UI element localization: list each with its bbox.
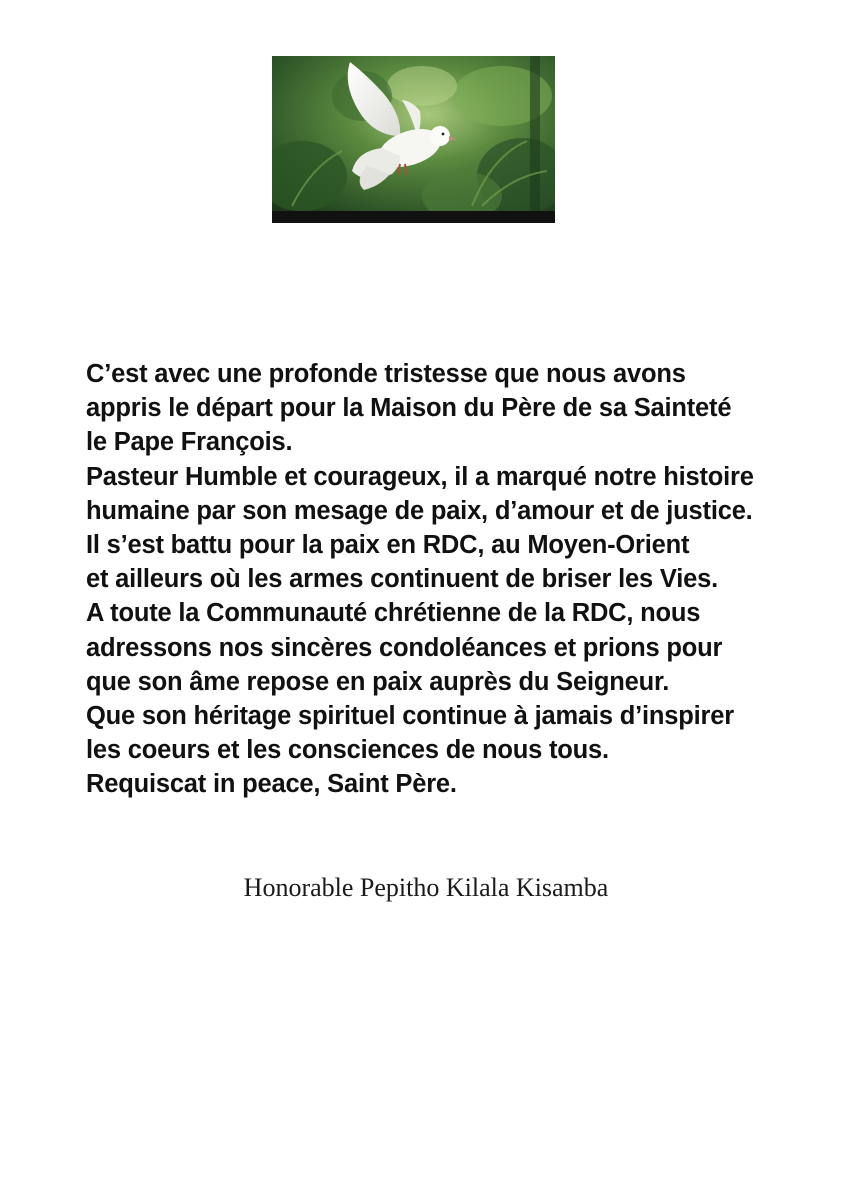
- message-line: et ailleurs où les armes continuent de briser les Vies.: [86, 565, 718, 594]
- message-line: Requiscat in peace, Saint Père.: [86, 770, 457, 799]
- dove-photo: [272, 56, 555, 223]
- message-line: Il s’est battu pour la paix en RDC, au Moyen-Orient: [86, 531, 690, 560]
- message-line: A toute la Communauté chrétienne de la RDC, nous: [86, 599, 701, 628]
- message-line: les coeurs et les consciences de nous tous.: [86, 736, 609, 765]
- message-line: adressons nos sincères condoléances et prions pour: [86, 633, 723, 662]
- message-line: Que son héritage spirituel continue à jamais d’inspirer: [86, 702, 734, 731]
- message-line: humaine par son mesage de paix, d’amour et de justice.: [86, 496, 753, 525]
- message-line: le Pape François.: [86, 428, 293, 457]
- condolence-message: [86, 357, 826, 802]
- message-line: que son âme repose en paix auprès du Seigneur.: [86, 667, 670, 696]
- message-line: C’est avec une profonde tristesse que nous avons: [86, 360, 686, 388]
- dove-icon: [272, 56, 555, 223]
- message-line: Pasteur Humble et courageux, il a marqué notre histoire: [86, 462, 754, 491]
- message-line: appris le départ pour la Maison du Père de sa Sainteté: [86, 394, 732, 423]
- signature: Honorable Pepitho Kilala Kisamba: [243, 873, 609, 902]
